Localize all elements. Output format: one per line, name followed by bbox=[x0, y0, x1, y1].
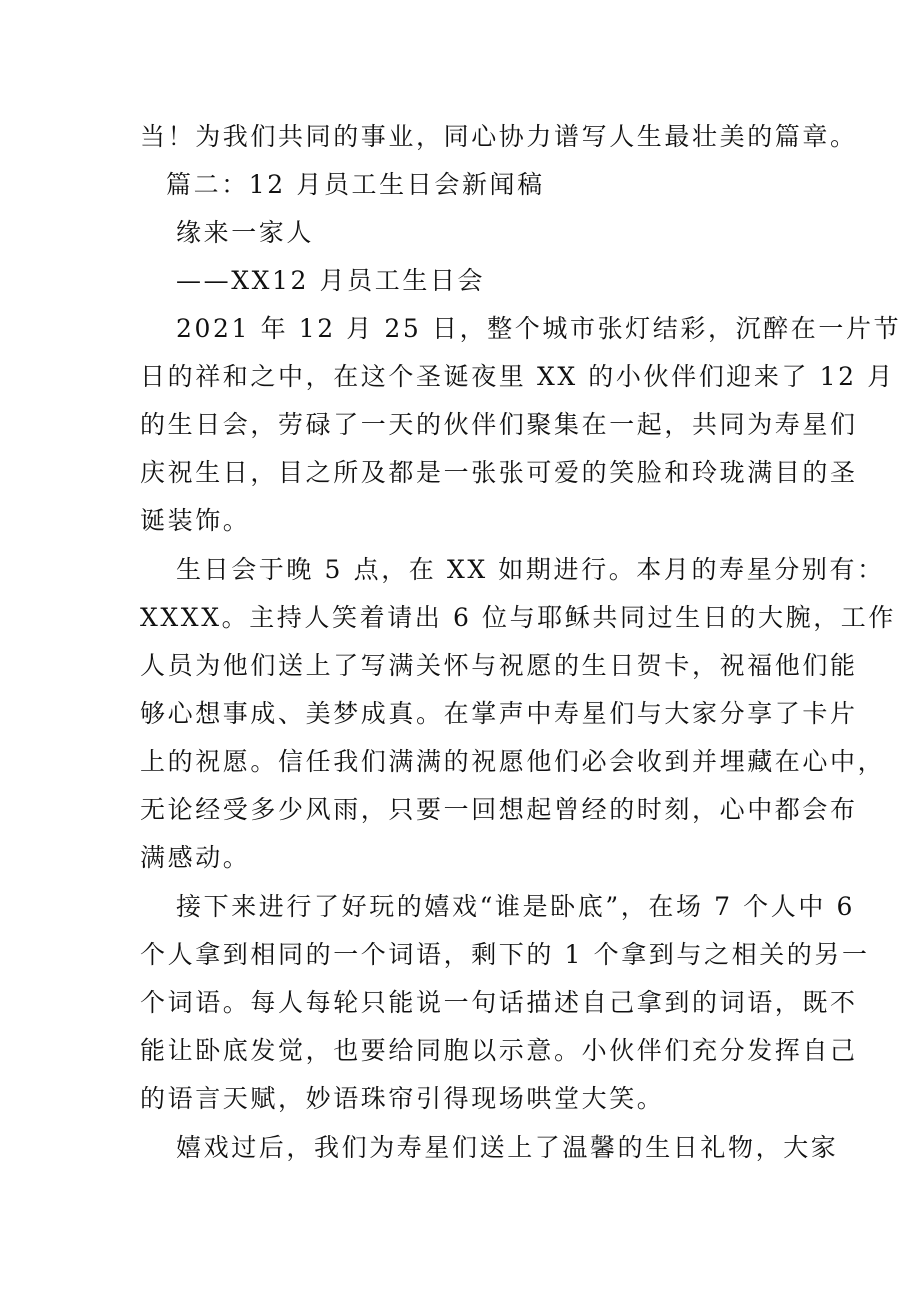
paragraph-1-line: 的生日会，劳碌了一天的伙伴们聚集在一起，共同为寿星们 bbox=[140, 410, 858, 439]
paragraph-2-line: 生日会于晚 5 点，在 XX 如期进行。本月的寿星分别有： bbox=[176, 555, 885, 584]
paragraph-1-line: 庆祝生日，目之所及都是一张张可爱的笑脸和玲珑满目的圣 bbox=[140, 458, 858, 487]
paragraph-4-line: 嬉戏过后，我们为寿星们送上了温馨的生日礼物，大家 bbox=[176, 1133, 839, 1162]
paragraph-1-line: 日的祥和之中，在这个圣诞夜里 XX 的小伙伴们迎来了 12 月 bbox=[140, 362, 895, 391]
paragraph-1-line: 2021 年 12 月 25 日，整个城市张灯结彩，沉醉在一片节 bbox=[176, 314, 902, 343]
paragraph-2-line: 人员为他们送上了写满关怀与祝愿的生日贺卡，祝福他们能 bbox=[140, 651, 858, 680]
section-heading: 篇二：12 月员工生日会新闻稿 bbox=[166, 170, 545, 199]
paragraph-3-line: 能让卧底发觉，也要给同胞以示意。小伙伴们充分发挥自己 bbox=[140, 1036, 858, 1065]
paragraph-2-line: 满感动。 bbox=[140, 843, 251, 872]
article-subtitle: ——XX12 月员工生日会 bbox=[176, 266, 486, 295]
paragraph-2-line: XXXX。主持人笑着请出 6 位与耶稣共同过生日的大腕，工作 bbox=[140, 603, 896, 632]
paragraph-1-line: 诞装饰。 bbox=[140, 506, 251, 535]
continuation-text: 当！为我们共同的事业，同心协力谱写人生最壮美的篇章。 bbox=[140, 122, 858, 151]
paragraph-2-line: 够心想事成、美梦成真。在掌声中寿星们与大家分享了卡片 bbox=[140, 699, 858, 728]
paragraph-2-line: 上的祝愿。信任我们满满的祝愿他们必会收到并埋藏在心中， bbox=[140, 747, 886, 776]
paragraph-3-line: 的语言天赋，妙语珠帘引得现场哄堂大笑。 bbox=[140, 1084, 665, 1113]
article-title: 缘来一家人 bbox=[176, 218, 315, 247]
paragraph-3-line: 接下来进行了好玩的嬉戏“谁是卧底”，在场 7 个人中 6 bbox=[176, 892, 856, 921]
paragraph-3-line: 个词语。每人每轮只能说一句话描述自己拿到的词语，既不 bbox=[140, 988, 858, 1017]
paragraph-2-line: 无论经受多少风雨，只要一回想起曾经的时刻，心中都会布 bbox=[140, 795, 858, 824]
paragraph-3-line: 个人拿到相同的一个词语，剩下的 1 个拿到与之相关的另一 bbox=[140, 940, 870, 969]
